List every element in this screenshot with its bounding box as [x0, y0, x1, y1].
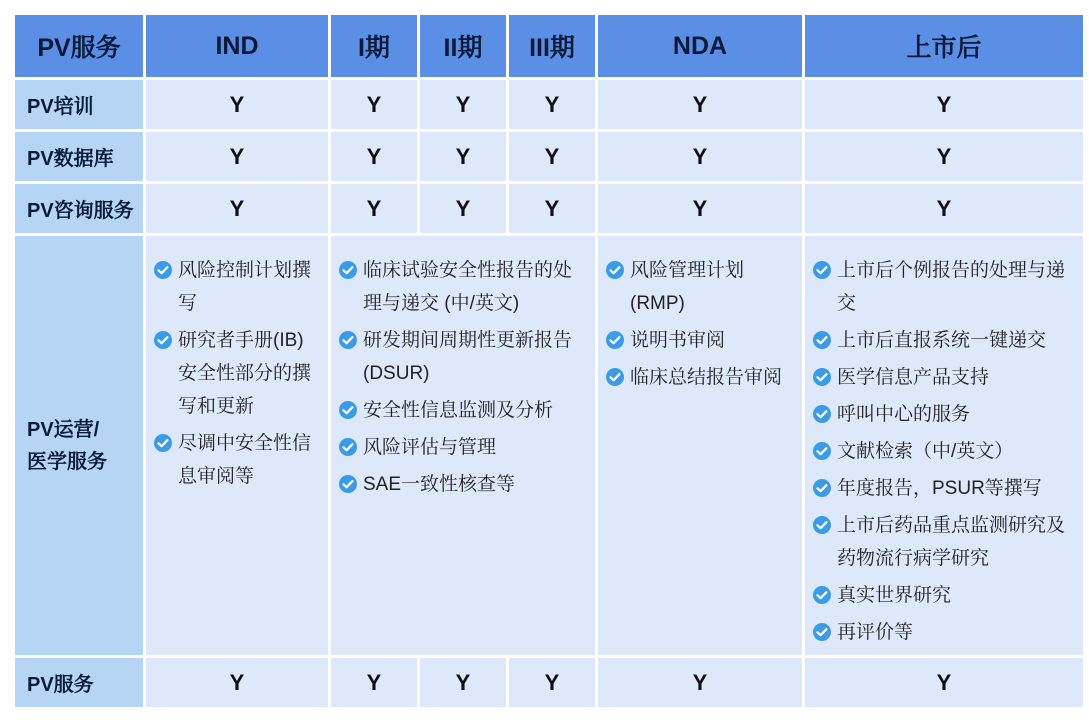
cell-phase-3: Y: [509, 132, 595, 181]
check-circle-icon: [813, 479, 831, 497]
header-ind: IND: [146, 15, 328, 77]
list-item: [339, 468, 587, 501]
list-item-text: 再评价等: [837, 622, 914, 643]
check-circle-icon: [606, 261, 624, 279]
list-item: [813, 435, 1075, 468]
list-item: [606, 361, 794, 394]
row-label-line-1: PV运营/: [27, 418, 100, 441]
row-pv-consulting: [15, 184, 1083, 233]
header-nda: NDA: [598, 15, 802, 77]
list-item-text: 研发期间周期性更新报告(DSUR): [363, 330, 573, 384]
check-circle-icon: [813, 331, 831, 349]
cell-nda: Y: [598, 658, 802, 707]
list-item-text: 呼叫中心的服务: [837, 404, 971, 425]
cell-phase-1: Y: [331, 184, 417, 233]
list-item-text: 风险管理计划(RMP): [630, 260, 745, 314]
check-circle-icon: [339, 475, 357, 493]
list-item: [606, 324, 794, 357]
check-circle-icon: [813, 623, 831, 641]
list-item-text: 临床总结报告审阅: [630, 367, 783, 388]
row-label: PV培训: [15, 80, 143, 129]
list-item: [813, 324, 1075, 357]
list-item-text: 风险评估与管理: [363, 437, 497, 458]
row-label-line-2: 医学服务: [27, 450, 107, 473]
nda-ops-list: [606, 254, 794, 394]
header-phase-3: III期: [509, 15, 595, 77]
cell-post-market: Y: [805, 80, 1083, 129]
list-item-text: 年度报告，PSUR等撰写: [837, 478, 1042, 499]
cell-post-market: Y: [805, 184, 1083, 233]
list-item: [339, 324, 587, 390]
list-item: [154, 427, 320, 493]
list-item-text: 临床试验安全性报告的处理与递交 (中/英文): [363, 260, 573, 314]
cell-phase-1: Y: [331, 658, 417, 707]
cell-clinical-ops: [331, 236, 595, 655]
check-circle-icon: [813, 586, 831, 604]
header-pv-service: PV服务: [15, 15, 143, 77]
list-item-text: 上市后个例报告的处理与递交: [837, 260, 1066, 314]
list-item: [154, 254, 320, 320]
cell-post-market-ops: [805, 236, 1083, 655]
pv-service-table: [12, 12, 1086, 710]
check-circle-icon: [154, 261, 172, 279]
row-pv-training: [15, 80, 1083, 129]
cell-ind: Y: [146, 658, 328, 707]
check-circle-icon: [339, 261, 357, 279]
list-item: [813, 509, 1075, 575]
check-circle-icon: [339, 331, 357, 349]
header-phase-1: I期: [331, 15, 417, 77]
row-pv-database: [15, 132, 1083, 181]
cell-phase-1: Y: [331, 80, 417, 129]
list-item: [339, 394, 587, 427]
cell-nda: Y: [598, 132, 802, 181]
list-item: [813, 579, 1075, 612]
cell-ind: Y: [146, 184, 328, 233]
cell-phase-3: Y: [509, 658, 595, 707]
list-item: [813, 472, 1075, 505]
list-item: [606, 254, 794, 320]
header-phase-2: II期: [420, 15, 506, 77]
header-row: [15, 15, 1083, 77]
cell-post-market: Y: [805, 132, 1083, 181]
cell-ind-ops: [146, 236, 328, 655]
cell-phase-2: Y: [420, 132, 506, 181]
cell-nda: Y: [598, 184, 802, 233]
list-item: [154, 324, 320, 423]
check-circle-icon: [154, 331, 172, 349]
list-item-text: 上市后直报系统一键递交: [837, 330, 1047, 351]
pv-service-table-wrapper: [12, 12, 1086, 710]
list-item-text: 研究者手册(IB)安全性部分的撰写和更新: [178, 330, 312, 417]
row-pv-service: [15, 658, 1083, 707]
check-circle-icon: [606, 331, 624, 349]
list-item: [813, 361, 1075, 394]
cell-ind: Y: [146, 80, 328, 129]
cell-phase-3: Y: [509, 80, 595, 129]
list-item: [339, 254, 587, 320]
list-item-text: 医学信息产品支持: [837, 367, 990, 388]
cell-phase-2: Y: [420, 184, 506, 233]
check-circle-icon: [813, 442, 831, 460]
check-circle-icon: [813, 261, 831, 279]
row-label: [15, 236, 143, 655]
list-item-text: 说明书审阅: [630, 330, 726, 351]
clinical-ops-list: [339, 254, 587, 501]
cell-phase-1: Y: [331, 132, 417, 181]
cell-phase-3: Y: [509, 184, 595, 233]
list-item-text: 真实世界研究: [837, 585, 952, 606]
list-item-text: SAE一致性核查等: [363, 474, 516, 495]
list-item: [813, 398, 1075, 431]
cell-phase-2: Y: [420, 80, 506, 129]
check-circle-icon: [813, 516, 831, 534]
header-post-market: 上市后: [805, 15, 1083, 77]
check-circle-icon: [339, 438, 357, 456]
row-pv-operations: [15, 236, 1083, 655]
cell-ind: Y: [146, 132, 328, 181]
cell-nda-ops: [598, 236, 802, 655]
check-circle-icon: [813, 405, 831, 423]
check-circle-icon: [606, 368, 624, 386]
list-item-text: 安全性信息监测及分析: [363, 400, 554, 421]
check-circle-icon: [813, 368, 831, 386]
check-circle-icon: [154, 434, 172, 452]
list-item-text: 尽调中安全性信息审阅等: [178, 433, 312, 487]
cell-phase-2: Y: [420, 658, 506, 707]
row-label: PV数据库: [15, 132, 143, 181]
list-item: [813, 254, 1075, 320]
row-label: PV服务: [15, 658, 143, 707]
row-label: PV咨询服务: [15, 184, 143, 233]
cell-post-market: Y: [805, 658, 1083, 707]
list-item-text: 文献检索（中/英文）: [837, 441, 1014, 462]
post-market-ops-list: [813, 254, 1075, 649]
ind-ops-list: [154, 254, 320, 493]
list-item-text: 风险控制计划撰写: [178, 260, 312, 314]
list-item: [813, 616, 1075, 649]
cell-nda: Y: [598, 80, 802, 129]
check-circle-icon: [339, 401, 357, 419]
list-item: [339, 431, 587, 464]
list-item-text: 上市后药品重点监测研究及药物流行病学研究: [837, 515, 1066, 569]
